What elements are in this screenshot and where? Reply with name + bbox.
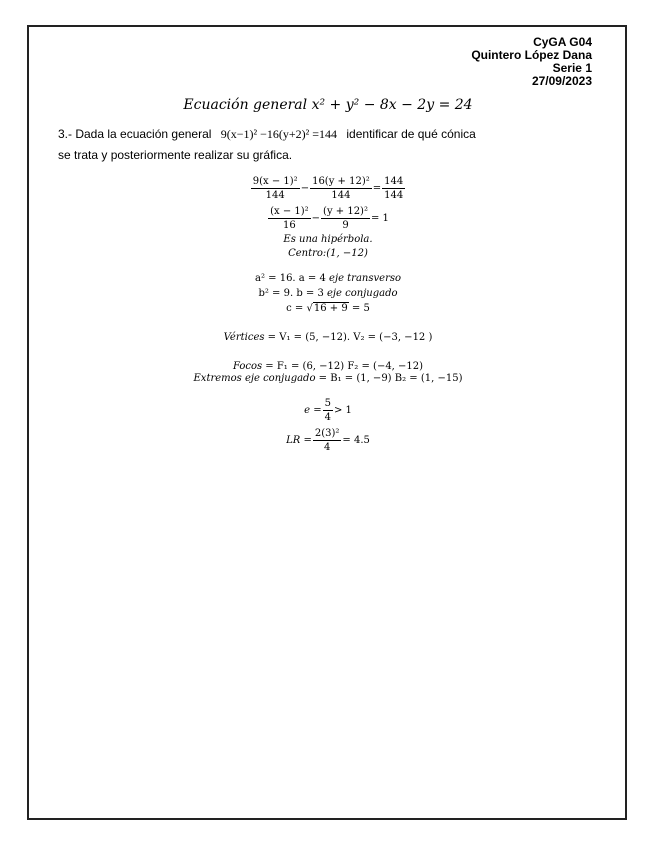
center: Centro:(1, −12) [288,248,368,259]
title-label: Ecuación general [183,97,308,113]
date: 27/09/2023 [531,74,592,88]
course-code: CyGA G04 [533,35,592,49]
b-value: b² = 9. b = 3 eje conjugado [258,288,398,299]
fraction: $\frac{5}{4}$ [324,398,331,423]
title-equation: x² + y² − 8x − 2y = 24 [311,97,473,113]
work-step1: $\frac{\text{9(x − 1)²}}{144}$ − $\frac{\text{16(y + 12)²}}{144}$ = $\frac{144}{144}$ [252,176,404,201]
work-step2: $\frac{\text{(x − 1)²}}{16}$ − $\frac{\text{(y + 12)²}}{9}$ = 1 [270,206,389,231]
student-name: Quintero López Dana [471,48,592,62]
fraction: $\frac{144}{144}$ [384,176,404,201]
fraction: $\frac{\text{(x − 1)²}}{16}$ [270,206,309,231]
problem-statement [58,124,558,166]
foci: Focos = F₁ = (6, −12) F₂ = (−4, −12) [232,361,424,372]
c-value: c = √16 + 9 = 5 [286,303,370,314]
eccentricity: e = $\frac{5}{4}$ > 1 [304,398,352,423]
series-label: Serie 1 [552,61,592,75]
fraction: $\frac{\text{16(y + 12)²}}{144}$ [312,176,370,201]
problem-prefix: 3.- Dada la ecuación general [58,127,212,141]
conic-type: Es una hipérbola. [283,234,373,245]
latus-rectum: LR = $\frac{\text{2(3)²}}{4}$ = 4.5 [286,428,370,453]
problem-line2: se trata y posteriormente realizar su gráfica. [58,148,293,162]
vertices: Vértices = V₁ = (5, −12). V₂ = (−3, −12 ) [223,332,433,343]
fraction: $\frac{\text{2(3)²}}{4}$ [314,428,340,453]
a-value: a² = 16. a = 4 eje transverso [255,273,401,284]
problem-suffix: identificar de qué cónica [346,127,476,141]
page-title [0,97,656,113]
header-block [471,36,592,88]
problem-equation: 9(x−1)² −16(y+2)² =144 [220,127,338,141]
fraction: $\frac{\text{(y + 12)²}}{9}$ [323,206,368,231]
conjugate-axis-ends: Extremos eje conjugado = B₁ = (1, −9) B₂ = (1, −15) [193,373,463,384]
fraction: $\frac{\text{9(x − 1)²}}{144}$ [252,176,298,201]
